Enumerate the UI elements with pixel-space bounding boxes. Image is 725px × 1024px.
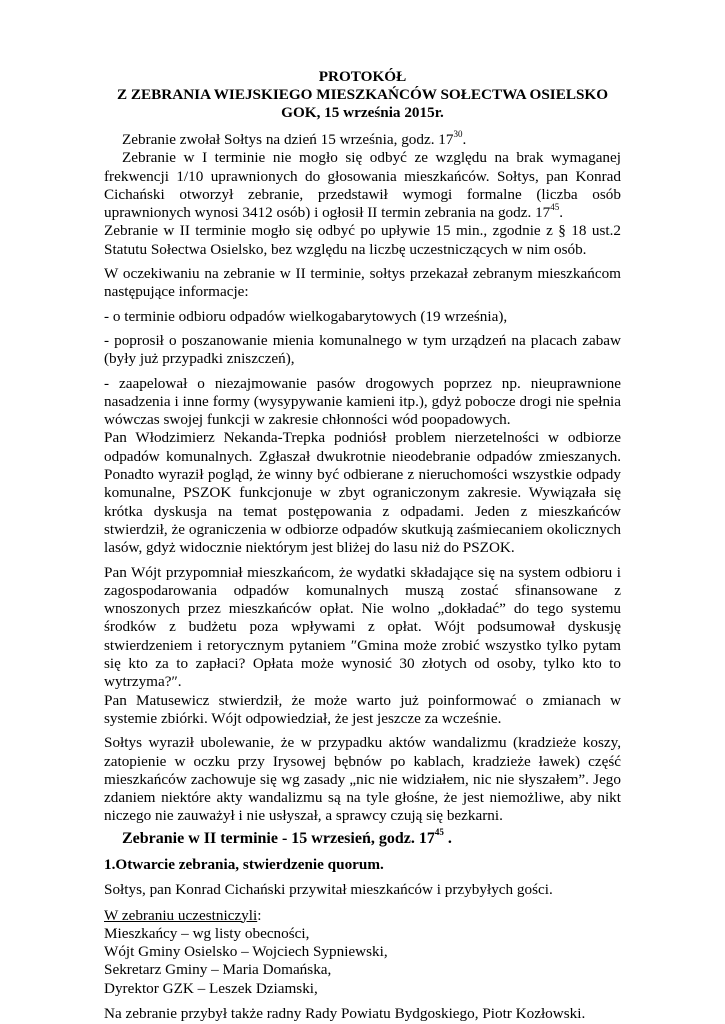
list-item-bulky-waste: - o terminie odbioru odpadów wielkogabarytowych (19 września), bbox=[104, 307, 508, 325]
paragraph-nekanda-trepka: Pan Włodzimierz Nekanda-Trepka podniósł problem nierzetelności w odbiorze odpadów komunalnych. Zgłaszał dwukrotnie nieodebranie odpadów zmieszanych. Ponadto wyraził pogląd, że winny być odbierane z nieruchomości wszystkie odpady komunalne, PSZOK funkcjonuje w zbyt ograniczonym zakresie. Wywiązała się krótka dyskusja na temat postępowania z odpadami. Jeden z mieszkańców stwierdził, że ograniczenia w odbiorze odpadów skutkują zaśmiecaniem okolicznych lasów, gdyż widocznie niektórym jest bliżej do lasu niż do PSZOK. bbox=[104, 429, 621, 557]
section-heading-opening: 1.Otwarcie zebrania, stwierdzenie quorum. bbox=[104, 855, 384, 873]
paragraph-end: . bbox=[559, 204, 564, 222]
paragraph-convened bbox=[104, 128, 621, 149]
time-superscript: 45 bbox=[550, 202, 560, 213]
paragraph-second-term: Zebranie w II terminie mogło się odbyć po upływie 15 min., zgodnie z § 18 ust.2 Statutu Sołectwa Osielsko, bez względu na liczbę uczestniczących w nim osób. bbox=[104, 222, 621, 258]
attendees-label-text: W zebraniu uczestniczyli bbox=[104, 906, 258, 924]
paragraph-text: Zebranie zwołał Sołtys na dzień 15 września, godz. 17 bbox=[122, 131, 454, 148]
attendee-item: Sekretarz Gminy – Maria Domańska, bbox=[104, 961, 332, 979]
paragraph-end: . bbox=[462, 131, 467, 148]
attendee-item: Wójt Gminy Osielsko – Wojciech Sypniewski, bbox=[104, 943, 388, 961]
attendee-item: Dyrektor GZK – Leszek Dziamski, bbox=[104, 979, 318, 997]
paragraph-vandalism: Sołtys wyraził ubolewanie, że w przypadku aktów wandalizmu (kradzieże koszy, zatopienie w oczku przy Irysowej bębnów po kablach, kradzieże ławek) część mieszkańców zachowuje się wg zasady „nic nie widziałem, nic nie słyszałem”. Jego zdaniem niektóre akty wandalizmu są na tyle głośne, że jest niemożliwe, aby nikt niczego nie zauważył i nie usłyszał, a sprawcy czują się bezkarni. bbox=[104, 734, 621, 825]
attendees-label bbox=[104, 907, 621, 925]
attendee-item: Mieszkańcy – wg listy obecności, bbox=[104, 924, 310, 942]
list-item-road-lanes: - zaapelował o niezajmowanie pasów drogowych poprzez np. nieuprawnione nasadzenia i inne formy (wysypywanie kamieni itp.), gdyż pobocze drogi nie spełnia wówczas swojej funkcji w zakresie chłonności wód poopadowych. bbox=[104, 374, 621, 429]
paragraph-matusewicz: Pan Matusewicz stwierdził, że może warto już poinformować o zmianach w systemie zbiórki. Wójt odpowiedział, że jest jeszcze za wcześnie. bbox=[104, 691, 621, 727]
time-superscript: 30 bbox=[453, 128, 463, 139]
paragraph-text: Zebranie w I terminie nie mogło się odbyć ze względu na brak wymaganej frekwencji 1/10 uprawnionych do głosowania mieszkańców. Sołtys, pan Konrad Cichański otworzył zebranie, przedstawił wymogi formalne (liczba osób uprawnionych wynosi 3412 osób) i ogłosił II termin zebrania na godz. 17 bbox=[104, 149, 621, 222]
paragraph-waiting: W oczekiwaniu na zebranie w II terminie, sołtys przekazał zebranym mieszkańcom następujące informacje: bbox=[104, 265, 621, 301]
document-location-date: GOK, 15 września 2015r. bbox=[281, 104, 444, 121]
paragraph-councillor: Na zebranie przybył także radny Rady Powiatu Bydgoskiego, Piotr Kozłowski. bbox=[104, 1005, 586, 1023]
paragraph-first-term bbox=[104, 149, 621, 222]
paragraph-greeting: Sołtys, pan Konrad Cichański przywitał mieszkańców i przybyłych gości. bbox=[104, 881, 553, 899]
attendees-list bbox=[104, 925, 621, 998]
list-item-playground: - poprosił o poszanowanie mienia komunalnego w tym urządzeń na placach zabaw (były już przypadki zniszczeń), bbox=[104, 331, 621, 368]
document-title: PROTOKÓŁ bbox=[318, 68, 407, 85]
time-superscript: 45 bbox=[434, 827, 444, 838]
attendees-colon: : bbox=[257, 906, 262, 924]
paragraph-wojt-costs: Pan Wójt przypomniał mieszkańcom, że wydatki składające się na system odbioru i zagospodarowania odpadów komunalnych muszą zostać sfinansowane z wnoszonych przez mieszkańców opłat. Nie wolno „dokładać” do tego systemu środków z budżetu poza wpływami z opłat. Wójt podsumował dyskusję stwierdzeniem i retorycznym pytaniem ″Gmina może zrobić wszystko tylko pytam się kto za to zapłaci? Opłata może wynosić 30 złotych od osoby, tylko kto to wytrzyma?″. bbox=[104, 563, 621, 691]
heading-end: . bbox=[443, 829, 452, 847]
document-subtitle: Z ZEBRANIA WIEJSKIEGO MIESZKAŃCÓW SOŁECTWA OSIELSKO bbox=[116, 86, 609, 103]
section-heading-second-term bbox=[104, 827, 621, 848]
heading-text: Zebranie w II terminie - 15 wrzesień, godz. 17 bbox=[122, 829, 435, 847]
